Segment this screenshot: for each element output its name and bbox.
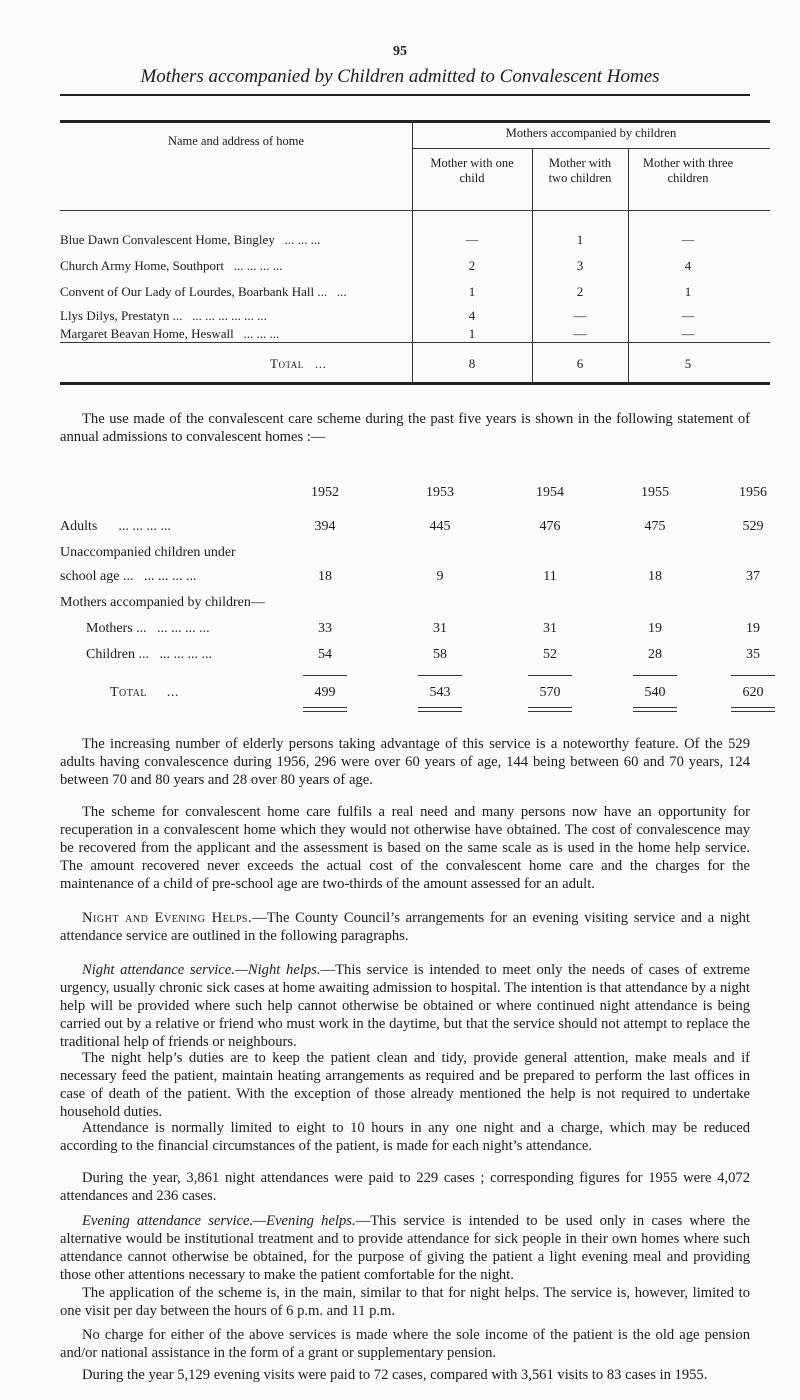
table-row: Llys Dilys, Prestatyn ... ... ... ... ... ... ... [60, 308, 267, 323]
paragraph-application: The application of the scheme is, in the main, similar to that for night helps. The service is, however, limited to one visit per day between the hours of 6 p.m. and 11 p.m. [60, 1285, 750, 1319]
table-row: Convent of Our Lady of Lourdes, Boarbank Hall ... ... [60, 284, 347, 299]
table-row: Blue Dawn Convalescent Home, Bingley ... ... ... [60, 232, 321, 247]
table-row: Margaret Beavan Home, Heswall ... ... ... [60, 326, 280, 341]
paragraph-night-figures: During the year, 3,861 night attendances were paid to 229 cases ; corresponding figures for 1955 were 4,072 attendances and 236 cases. [60, 1170, 750, 1204]
total-label: Total ... [270, 356, 327, 371]
table-row: Church Army Home, Southport ... ... ... ... [60, 258, 283, 273]
row-mothers-heading: Mothers accompanied by children— [60, 595, 265, 610]
header-col3: Mother with three children [642, 156, 734, 185]
section-heading: Night and Evening Helps. [82, 910, 253, 926]
intro-paragraph: The use made of the convalescent care scheme during the past five years is shown in the following statement of annual admissions to convalescent homes :— [60, 411, 750, 445]
total-rule [60, 342, 770, 343]
paragraph-duties: The night help’s duties are to keep the patient clean and tidy, provide general attention, make meals and if necessary feed the patient, maintain heating arrangements as required and be prepared to perform the last offices in case of death of the patient. With the exception of those already mentioned the help is not required to undertake household duties. [60, 1050, 750, 1120]
admissions-table: 1952 1953 1954 1955 1956 Adults ... ... ... ... 394 445 476 475 529 Unaccompanied children under school age ... ... ... ... ... 18 9 11 18 37 Mothers accompanied by children— Mothers ... ... ... ... ... 33 31 31 19 19 Children ... ... ... ... ... 54 58 52 28 35 Total ... 499 543 570 540 620 [60, 485, 760, 765]
row-unaccompanied-heading: Unaccompanied children under [60, 545, 236, 560]
row-unaccompanied: school age ... ... ... ... ... [60, 569, 197, 584]
paragraph-elderly: The increasing number of elderly persons taking advantage of this service is a noteworthy feature. Of the 529 adults having convalescence during 1956, 296 were over 60 years of age, 144 being between 60 and 70 years, 124 between 70 and 80 years and 28 over 80 years of age. [60, 736, 750, 788]
section-heading: Evening attendance service.—Evening helps. [82, 1213, 356, 1229]
title-rule [60, 94, 750, 96]
row-children: Children ... ... ... ... ... [86, 647, 212, 662]
section-heading: Night attendance service.—Night helps. [82, 962, 321, 978]
paragraph-night-evening: Night and Evening Helps.—The County Council’s arrangements for an evening visiting service and a night attendance service are outlined in the following paragraphs. [60, 910, 750, 944]
header-rule [60, 210, 770, 211]
paragraph-scheme: The scheme for convalescent home care fulfils a real need and many persons now have an opportunity for recuperation in a convalescent home which they would not otherwise have obtained. The cost of convalescence may be recovered from the applicant and the assessment is based on the same scale as is used in the home help service. The amount recovered never exceeds the actual cost of the convalescent home care and the charges for the maintenance of a child of pre-school age are two-thirds of the amount assessed for an adult. [60, 804, 750, 892]
table-top-rule [60, 120, 770, 123]
row-total: Total ... [110, 685, 179, 700]
header-group: Mothers accompanied by children [505, 126, 677, 140]
table-bottom-rule [60, 382, 770, 385]
paragraph-night-attendance: Night attendance service.—Night helps.—This service is intended to meet only the needs of cases of extreme urgency, usually chronic sick cases at home awaiting admission to hospital. The intention is that attendance by a night help will be provided where such help cannot otherwise be obtained or where continued night attendance is being carried out by a relative or friend who must work in the daytime, but that the service should not attempt to replace the traditional help of friends or neighbours. [60, 962, 750, 1050]
paragraph-no-charge: No charge for either of the above services is made where the sole income of the patient is the old age pension and/or national assistance in the form of a grant or supplementary pension. [60, 1327, 750, 1361]
header-name: Name and address of home [167, 134, 305, 148]
mothers-children-table: Name and address of home Mothers accompanied by children Mother with one child Mother with two children Mother with three children Blue Dawn Convalescent Home, Bingley ... ... ... — 1 — Church Army Home, Southport ... ... ... ... 2 3 4 Convent of Our Lady of Lourdes, Boarbank Hall ... ... 1 2 1 Llys Dilys, Prestatyn ... ... ... ... ... ... ... 4 — — Margaret Beavan Home, Heswall ... ... ... 1 — — Total ... 8 6 5 [60, 120, 770, 390]
paragraph-evening-attendance: Evening attendance service.—Evening helps.—This service is intended to be used only in cases where the alternative would be institutional treatment and to provide attendance for sick people in their own homes where such attendance cannot otherwise be obtained, for the purpose of giving the patient a light evening meal and providing those other attentions necessary to make the patient comfortable for the night. [60, 1213, 750, 1283]
row-mothers: Mothers ... ... ... ... ... [86, 621, 210, 636]
page-title: Mothers accompanied by Children admitted to Convalescent Homes [140, 66, 660, 87]
page-number: 95 [393, 44, 407, 59]
paragraph-attendance-limit: Attendance is normally limited to eight to 10 hours in any one night and a charge, which may be reduced according to the financial circumstances of the patient, is made for each night’s attendance. [60, 1120, 750, 1154]
row-adults: Adults ... ... ... ... [60, 519, 171, 534]
paragraph-evening-figures: During the year 5,129 evening visits were paid to 72 cases, compared with 3,561 visits to 83 cases in 1955. [82, 1367, 708, 1383]
header-col2: Mother with two children [548, 156, 612, 185]
header-col1: Mother with one child [430, 156, 514, 185]
